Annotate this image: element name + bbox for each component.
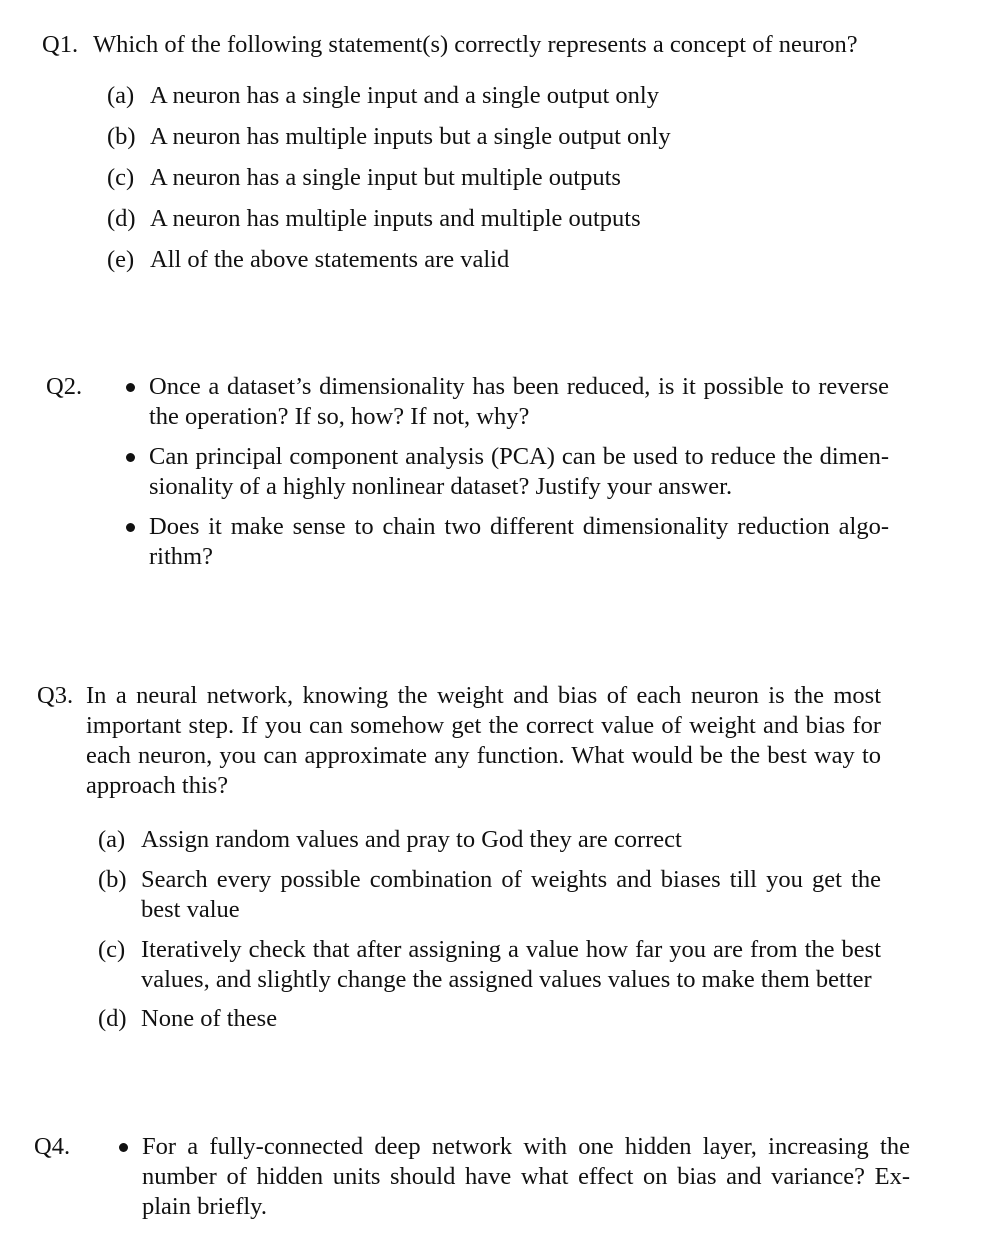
q2-bullet-1-line-2: the operation? If so, how? If not, why? — [149, 403, 530, 430]
question-3-line-1: In a neural network, knowing the weight and bias of each neuron is the most — [86, 682, 881, 709]
q1-option-a-text: A neuron has a single input and a single output only — [150, 82, 659, 109]
question-1-label: Q1. — [42, 31, 79, 58]
bullet-icon — [126, 523, 135, 532]
q1-option-e-label: (e) — [107, 246, 135, 273]
q1-option-c-label: (c) — [107, 164, 135, 191]
q3-option-b-line-1: Search every possible combination of weights and biases till you get the — [141, 866, 881, 893]
question-2-label: Q2. — [46, 373, 83, 400]
q1-option-c-text: A neuron has a single input but multiple outputs — [150, 164, 621, 191]
question-4 — [0, 1132, 994, 1232]
question-3-line-3: each neuron, you can approximate any function. What would be the best way to — [86, 742, 881, 769]
q1-option-e-text: All of the above statements are valid — [150, 246, 510, 273]
question-2 — [0, 372, 994, 582]
q1-option-a-label: (a) — [107, 82, 135, 109]
question-3-line-2: important step. If you can somehow get the correct value of weight and bias for — [86, 712, 881, 739]
q3-option-b-label: (b) — [98, 866, 127, 893]
q2-bullet-3-line-1: Does it make sense to chain two different dimensionality reduction algo- — [149, 513, 889, 540]
q4-bullet-1-line-2: number of hidden units should have what effect on bias and variance? Ex- — [142, 1163, 910, 1190]
bullet-icon — [126, 453, 135, 462]
q3-option-d-line-1: None of these — [141, 1005, 278, 1032]
q4-bullet-1-line-3: plain briefly. — [142, 1193, 267, 1220]
q2-bullet-2-line-2: sionality of a highly nonlinear dataset? Justify your answer. — [149, 473, 733, 500]
q3-option-c-label: (c) — [98, 936, 126, 963]
question-4-label: Q4. — [34, 1133, 71, 1160]
q3-option-a-line-1: Assign random values and pray to God they are correct — [141, 826, 682, 853]
question-1-text: Which of the following statement(s) correctly represents a concept of neuron? — [93, 31, 858, 58]
question-1 — [0, 30, 994, 290]
q1-option-b-text: A neuron has multiple inputs but a single output only — [150, 123, 671, 150]
bullet-icon — [119, 1143, 128, 1152]
q1-option-d-label: (d) — [107, 205, 136, 232]
q2-bullet-1-line-1: Once a dataset’s dimensionality has been reduced, is it possible to reverse — [149, 373, 889, 400]
q3-option-c-line-2: values, and slightly change the assigned values values to make them better — [141, 966, 872, 993]
question-3-label: Q3. — [37, 682, 74, 709]
q1-option-b-label: (b) — [107, 123, 136, 150]
q2-bullet-3-line-2: rithm? — [149, 543, 213, 570]
q4-bullet-1-line-1: For a fully-connected deep network with one hidden layer, increasing the — [142, 1133, 910, 1160]
q1-option-d-text: A neuron has multiple inputs and multiple outputs — [150, 205, 641, 232]
bullet-icon — [126, 383, 135, 392]
q2-bullet-2-line-1: Can principal component analysis (PCA) can be used to reduce the dimen- — [149, 443, 889, 470]
question-3-line-4: approach this? — [86, 772, 229, 799]
q3-option-d-label: (d) — [98, 1005, 127, 1032]
q3-option-a-label: (a) — [98, 826, 126, 853]
q3-option-b-line-2: best value — [141, 896, 240, 923]
q3-option-c-line-1: Iteratively check that after assigning a value how far you are from the best — [141, 936, 881, 963]
question-3 — [0, 681, 994, 1041]
